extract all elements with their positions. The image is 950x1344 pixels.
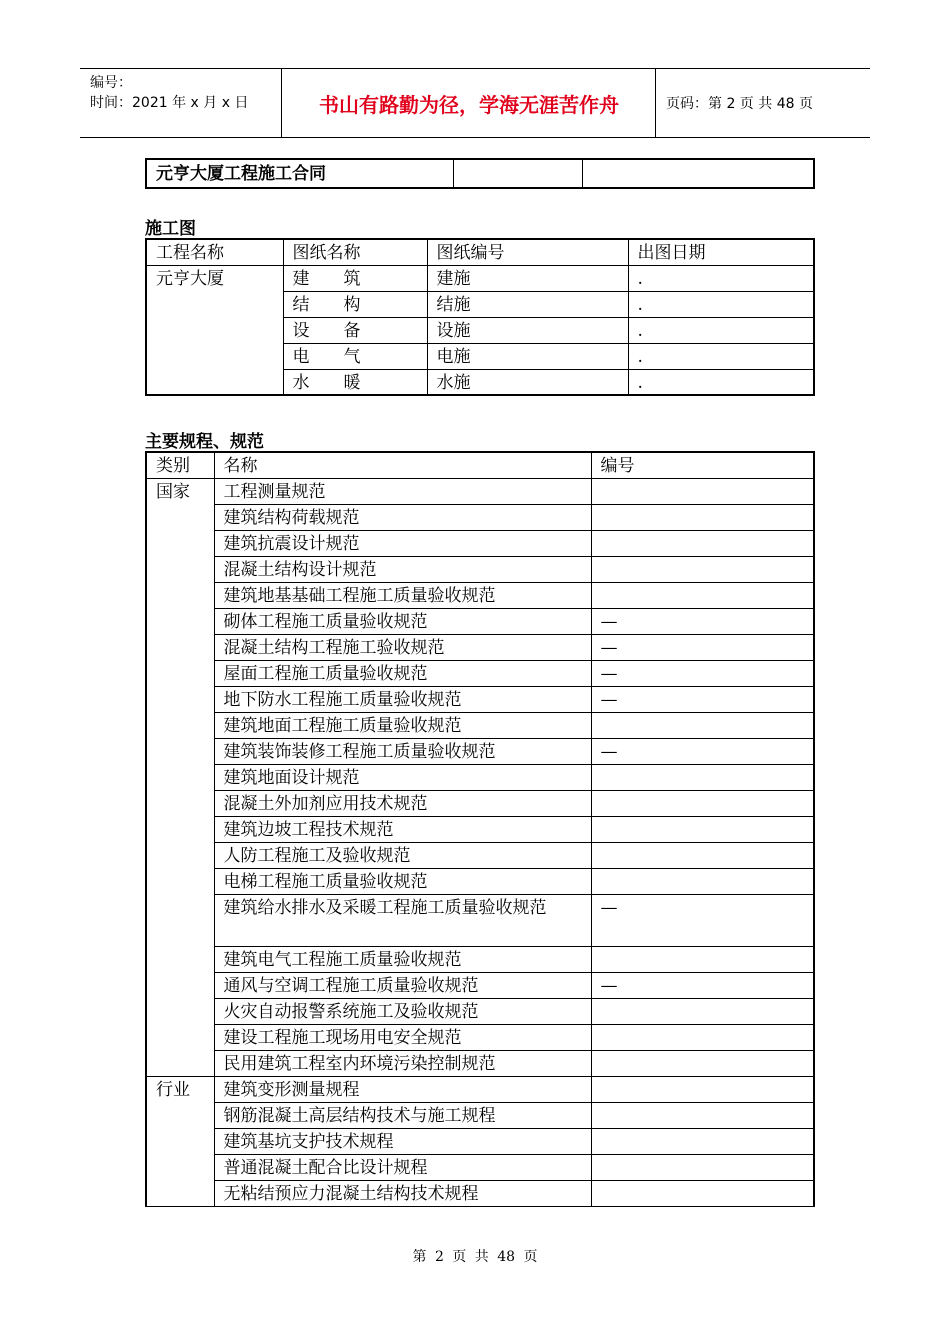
standard-code — [591, 556, 814, 582]
header-drawing-name: 图纸名称 — [283, 239, 427, 265]
table-row — [146, 894, 814, 946]
standard-code — [591, 816, 814, 842]
standard-name: 工程测量规范 — [214, 478, 591, 504]
table-row — [146, 764, 814, 790]
standard-name: 电梯工程施工质量验收规范 — [214, 868, 591, 894]
standard-code — [591, 946, 814, 972]
standard-code — [591, 504, 814, 530]
drawings-table — [145, 238, 815, 396]
standard-code — [591, 1050, 814, 1076]
table-row — [146, 504, 814, 530]
table-row — [146, 816, 814, 842]
header-project-name: 工程名称 — [146, 239, 283, 265]
table-row — [146, 1102, 814, 1128]
table-row — [146, 608, 814, 634]
document-time-label: 时间：2021 年 x 月 x 日 — [90, 95, 249, 111]
table-row — [146, 1180, 814, 1206]
drawing-name: 水 暖 — [283, 369, 427, 395]
drawing-name: 结 构 — [283, 291, 427, 317]
table-row — [146, 582, 814, 608]
standard-name: 人防工程施工及验收规范 — [214, 842, 591, 868]
standard-name: 建筑基坑支护技术规程 — [214, 1128, 591, 1154]
codes-header-row — [146, 452, 814, 478]
issue-date: . — [628, 343, 814, 369]
standard-code: — — [591, 660, 814, 686]
standard-name: 地下防水工程施工质量验收规范 — [214, 686, 591, 712]
drawing-name: 建 筑 — [283, 265, 427, 291]
issue-date: . — [628, 317, 814, 343]
standard-code: — — [591, 634, 814, 660]
table-row — [146, 946, 814, 972]
standard-name: 民用建筑工程室内环境污染控制规范 — [214, 1050, 591, 1076]
header-code: 编号 — [591, 452, 814, 478]
standard-name: 建筑抗震设计规范 — [214, 530, 591, 556]
category-cell-industry: 行业 — [146, 1076, 214, 1206]
table-row — [146, 842, 814, 868]
table-row — [146, 1076, 814, 1102]
table-row — [146, 790, 814, 816]
standard-name: 普通混凝土配合比设计规程 — [214, 1154, 591, 1180]
standard-code: — — [591, 686, 814, 712]
standard-name: 建筑结构荷载规范 — [214, 504, 591, 530]
table-row — [146, 998, 814, 1024]
issue-date: . — [628, 369, 814, 395]
contract-cell-2 — [454, 159, 582, 188]
standard-code — [591, 764, 814, 790]
drawing-name: 电 气 — [283, 343, 427, 369]
header-name: 名称 — [214, 452, 591, 478]
table-row — [146, 265, 814, 291]
contract-title: 元亨大厦工程施工合同 — [146, 159, 454, 188]
standard-code — [591, 582, 814, 608]
standard-name: 建筑电气工程施工质量验收规范 — [214, 946, 591, 972]
standard-code — [591, 1024, 814, 1050]
standard-code — [591, 1154, 814, 1180]
table-row — [146, 1154, 814, 1180]
page-header — [80, 68, 870, 138]
standard-code — [591, 478, 814, 504]
table-row — [146, 1024, 814, 1050]
table-row — [146, 738, 814, 764]
standard-code — [591, 1180, 814, 1206]
standard-code — [591, 790, 814, 816]
standard-name: 混凝土外加剂应用技术规范 — [214, 790, 591, 816]
standard-code: — — [591, 894, 814, 946]
codes-section-title: 主要规程、规范 — [145, 432, 264, 452]
header-page-info: 页码：第 2 页 共 48 页 — [666, 96, 813, 112]
drawings-header-row — [146, 239, 814, 265]
standard-code — [591, 712, 814, 738]
standard-code — [591, 998, 814, 1024]
table-row — [146, 556, 814, 582]
codes-table — [145, 451, 815, 1207]
standard-name: 建设工程施工现场用电安全规范 — [214, 1024, 591, 1050]
drawing-code: 结施 — [427, 291, 628, 317]
standard-name: 砌体工程施工质量验收规范 — [214, 608, 591, 634]
drawing-code: 水施 — [427, 369, 628, 395]
category-cell-national: 国家 — [146, 478, 214, 1076]
drawings-section-title: 施工图 — [145, 219, 196, 239]
table-row — [146, 660, 814, 686]
standard-name: 建筑变形测量规程 — [214, 1076, 591, 1102]
header-drawing-code: 图纸编号 — [427, 239, 628, 265]
standard-name: 混凝土结构工程施工验收规范 — [214, 634, 591, 660]
issue-date: . — [628, 265, 814, 291]
standard-name: 混凝土结构设计规范 — [214, 556, 591, 582]
standard-code — [591, 868, 814, 894]
contract-title-table — [145, 158, 815, 189]
standard-name: 建筑地基基础工程施工质量验收规范 — [214, 582, 591, 608]
standard-code: — — [591, 608, 814, 634]
table-row — [146, 530, 814, 556]
standard-name: 建筑地面设计规范 — [214, 764, 591, 790]
standard-code — [591, 1102, 814, 1128]
table-row — [146, 686, 814, 712]
standard-name: 建筑地面工程施工质量验收规范 — [214, 712, 591, 738]
table-row — [146, 634, 814, 660]
standard-code: — — [591, 972, 814, 998]
standard-name: 建筑边坡工程技术规范 — [214, 816, 591, 842]
standard-name: 建筑给水排水及采暖工程施工质量验收规范 — [214, 894, 591, 946]
standard-name: 屋面工程施工质量验收规范 — [214, 660, 591, 686]
project-name-cell: 元亨大厦 — [146, 265, 283, 395]
standard-name: 通风与空调工程施工质量验收规范 — [214, 972, 591, 998]
document-number-label: 编号： — [90, 75, 132, 91]
standard-name: 无粘结预应力混凝土结构技术规程 — [214, 1180, 591, 1206]
page-footer: 第 2 页 共 48 页 — [412, 1249, 538, 1265]
header-category: 类别 — [146, 452, 214, 478]
issue-date: . — [628, 291, 814, 317]
drawing-code: 电施 — [427, 343, 628, 369]
header-motto: 书山有路勤为径，学海无涯苦作舟 — [283, 69, 656, 137]
drawing-code: 设施 — [427, 317, 628, 343]
drawing-code: 建施 — [427, 265, 628, 291]
standard-code — [591, 842, 814, 868]
drawing-name: 设 备 — [283, 317, 427, 343]
standard-name: 火灾自动报警系统施工及验收规范 — [214, 998, 591, 1024]
table-row — [146, 1128, 814, 1154]
header-meta — [80, 69, 282, 137]
table-row — [146, 972, 814, 998]
table-row — [146, 712, 814, 738]
contract-cell-3 — [582, 159, 814, 188]
table-row — [146, 868, 814, 894]
standard-name: 建筑装饰装修工程施工质量验收规范 — [214, 738, 591, 764]
standard-name: 钢筋混凝土高层结构技术与施工规程 — [214, 1102, 591, 1128]
table-row — [146, 1050, 814, 1076]
header-issue-date: 出图日期 — [628, 239, 814, 265]
standard-code: — — [591, 738, 814, 764]
standard-code — [591, 530, 814, 556]
table-row — [146, 478, 814, 504]
standard-code — [591, 1128, 814, 1154]
standard-code — [591, 1076, 814, 1102]
